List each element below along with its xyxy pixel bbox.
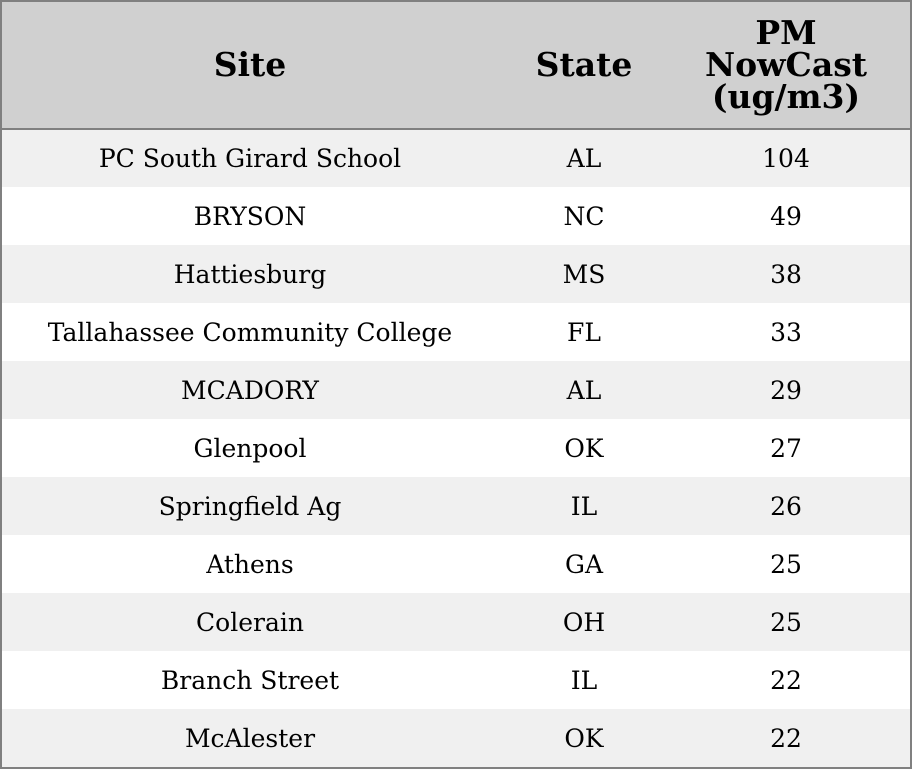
cell-site: McAlester xyxy=(184,723,316,753)
cell-pm: 22 xyxy=(770,665,802,695)
header-state-line: State xyxy=(535,45,633,84)
table-body xyxy=(2,129,910,767)
cell-state: IL xyxy=(570,665,598,695)
cell-pm: 38 xyxy=(770,259,802,289)
cell-site: PC South Girard School xyxy=(98,144,402,173)
cell-site: Glenpool xyxy=(193,433,307,463)
cell-state: MS xyxy=(562,259,606,289)
cell-site: Athens xyxy=(206,549,294,579)
table-row xyxy=(2,129,910,187)
cell-site: Hattiesburg xyxy=(173,259,327,289)
cell-state: OK xyxy=(564,723,604,753)
cell-pm: 104 xyxy=(762,144,810,173)
table-row xyxy=(2,303,910,361)
table-row xyxy=(2,651,910,709)
cell-site: Springfield Ag xyxy=(158,491,342,521)
cell-pm: 27 xyxy=(770,433,802,463)
cell-site: Colerain xyxy=(196,607,304,637)
header-pm-line-3: (ug/m3) xyxy=(711,77,861,116)
cell-pm: 26 xyxy=(770,491,802,521)
pm-nowcast-table xyxy=(2,2,910,767)
cell-state: OK xyxy=(564,433,604,463)
cell-state: FL xyxy=(567,317,601,347)
cell-state: OH xyxy=(562,607,606,637)
table-row xyxy=(2,593,910,651)
cell-pm: 49 xyxy=(770,201,802,231)
cell-pm: 25 xyxy=(770,549,802,579)
table-row xyxy=(2,187,910,245)
cell-pm: 22 xyxy=(770,723,802,753)
cell-site: BRYSON xyxy=(193,201,307,231)
table-row xyxy=(2,535,910,593)
cell-state: NC xyxy=(563,201,605,231)
cell-site: Branch Street xyxy=(160,665,340,695)
table-row xyxy=(2,709,910,767)
table-row xyxy=(2,361,910,419)
header-pm-nowcast xyxy=(670,2,910,129)
table-row xyxy=(2,419,910,477)
table-row xyxy=(2,245,910,303)
header-site-line: Site xyxy=(213,45,287,84)
header-pm-line-1: PM xyxy=(755,13,817,52)
table-row xyxy=(2,477,910,535)
cell-pm: 25 xyxy=(770,607,802,637)
cell-site: Tallahassee Community College xyxy=(47,317,453,347)
cell-state: AL xyxy=(566,375,602,405)
header-row xyxy=(2,2,910,129)
cell-state: AL xyxy=(566,144,602,173)
cell-state: GA xyxy=(564,549,604,579)
table-header xyxy=(2,2,910,129)
cell-pm: 33 xyxy=(770,317,802,347)
header-site xyxy=(2,2,498,129)
cell-site: MCADORY xyxy=(181,375,319,405)
cell-pm: 29 xyxy=(770,375,802,405)
header-state xyxy=(498,2,670,129)
cell-state: IL xyxy=(570,491,598,521)
header-pm-line-2: NowCast xyxy=(704,45,868,84)
